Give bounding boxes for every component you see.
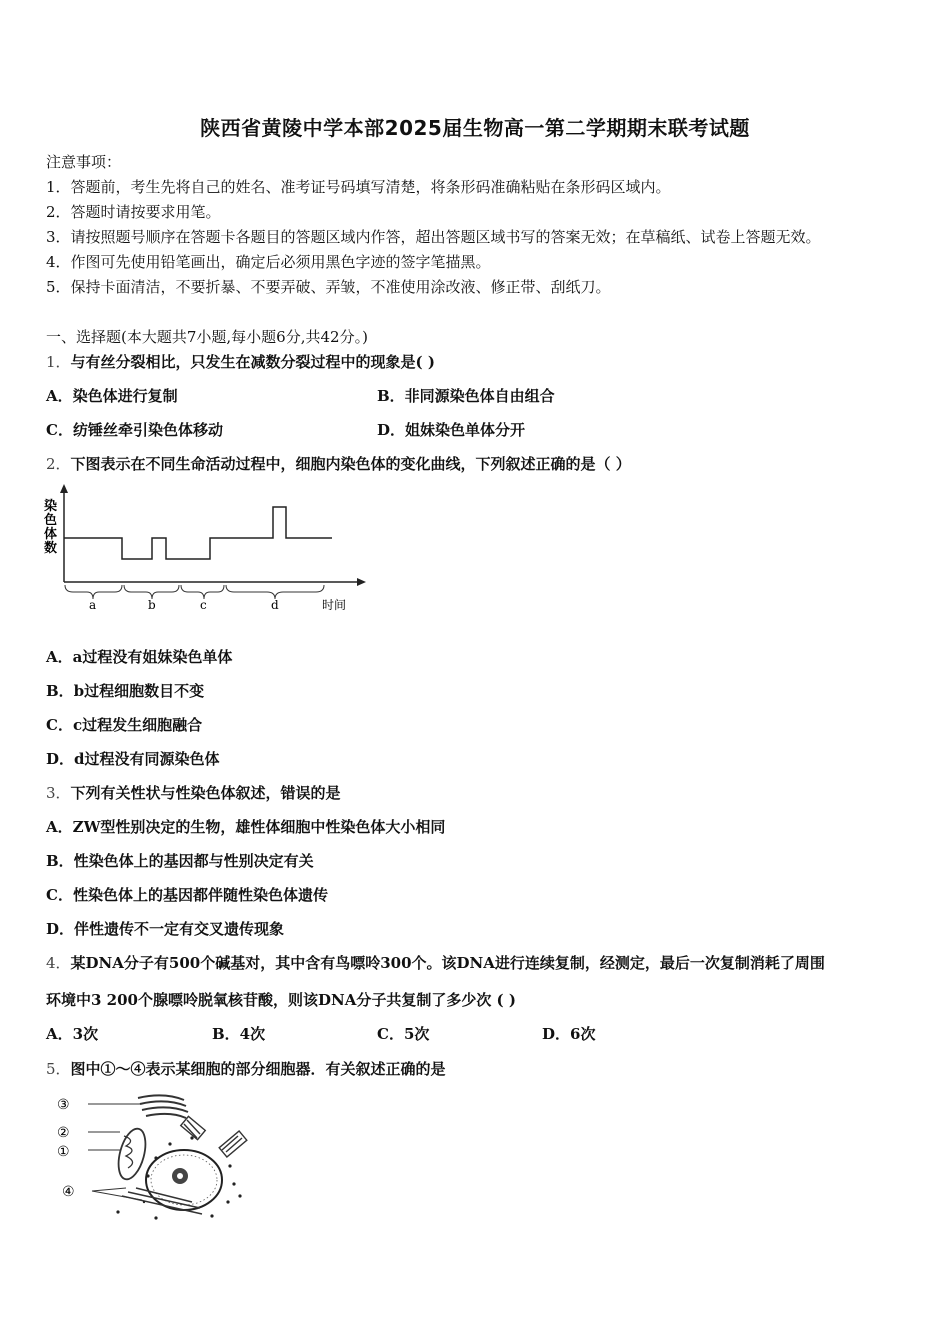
q1-option-b[interactable]: B．非同源染色体自由组合 (377, 387, 555, 405)
q4-option-b[interactable]: B．4次 (212, 1025, 266, 1043)
notice-heading: 注意事项： (46, 153, 122, 171)
label-2: ② (57, 1125, 70, 1141)
q1-option-a[interactable]: A．染色体进行复制 (46, 387, 178, 405)
golgi-body (138, 1095, 188, 1118)
question-stem: 下图表示在不同生命活动过程中，细胞内染色体的变化曲线，下列叙述正确的是（ ） (70, 455, 631, 473)
page-title: 陕西省黄陵中学本部2025届生物高一第二学期期末联考试题 (200, 116, 750, 140)
question-stem: 图中①～④表示某细胞的部分细胞器．有关叙述正确的是 (70, 1060, 446, 1078)
question-stem-line-1: 某DNA分子有500个碱基对，其中含有鸟嘌呤300个。该DNA进行连续复制，经测定，最后一次复制消耗了周围 (70, 954, 825, 972)
q3-option-c[interactable]: C．性染色体上的基因都伴随性染色体遗传 (46, 886, 328, 904)
label-1: ① (57, 1144, 70, 1160)
q4-option-c[interactable]: C．5次 (377, 1025, 430, 1043)
x-axis-label: 时间 (322, 598, 347, 612)
label-3: ③ (57, 1097, 70, 1113)
label-4: ④ (62, 1184, 75, 1200)
chromosome-curve (64, 507, 332, 559)
y-label-char: 数 (44, 541, 58, 556)
q4-option-a[interactable]: A．3次 (46, 1025, 99, 1043)
segment-label-b: b (148, 598, 156, 612)
question-number: 2． (46, 455, 71, 473)
question-number: 4． (46, 954, 71, 972)
q4-option-d[interactable]: D．6次 (542, 1025, 596, 1043)
question-number: 1． (46, 353, 71, 371)
q2-option-a[interactable]: A．a过程没有姐妹染色单体 (46, 648, 233, 666)
question-2 (46, 453, 631, 475)
question-stem-line-2: 环境中3 200个腺嘌呤脱氧核苷酸，则该DNA分子共复制了多少次 ( ) (46, 991, 516, 1009)
question-3 (46, 782, 341, 804)
q2-option-d[interactable]: D．d过程没有同源染色体 (46, 750, 220, 768)
notice-item-1: 1．答题前，考生先将自己的姓名、准考证号码填写清楚，将条形码准确粘贴在条形码区域内。 (46, 178, 671, 196)
mitochondrion (114, 1126, 151, 1182)
q3-option-b[interactable]: B．性染色体上的基因都与性别决定有关 (46, 852, 314, 870)
q2-option-b[interactable]: B．b过程细胞数目不变 (46, 682, 205, 700)
segment-label-c: c (200, 598, 207, 612)
chromosome-curve-figure (40, 482, 370, 616)
q3-option-d[interactable]: D．伴性遗传不一定有交叉遗传现象 (46, 920, 285, 938)
cell-organelle-figure (52, 1092, 262, 1222)
brace-a (65, 585, 122, 599)
notice-item-3: 3．请按照题号顺序在答题卡各题目的答题区域内作答，超出答题区域书写的答案无效；在草稿纸、试卷上答题无效。 (46, 228, 821, 246)
notice-item-5: 5．保持卡面清洁，不要折暴、不要弄破、弄皱，不准使用涂改液、修正带、刮纸刀。 (46, 278, 611, 296)
q1-option-d[interactable]: D．姐妹染色单体分开 (377, 421, 526, 439)
segment-label-a: a (89, 598, 97, 612)
question-number: 5． (46, 1060, 71, 1078)
notice-item-2: 2．答题时请按要求用笔。 (46, 203, 221, 221)
brace-d (226, 585, 324, 599)
section-heading: 一、选择题(本大题共7小题,每小题6分,共42分。) (46, 328, 368, 346)
question-4 (46, 952, 825, 974)
segment-label-d: d (271, 598, 279, 612)
y-label-char: 染 (44, 499, 58, 514)
brace-c (181, 585, 224, 599)
nucleus (146, 1150, 222, 1210)
question-stem: 下列有关性状与性染色体叙述，错误的是 (70, 784, 341, 802)
y-label-char: 色 (44, 513, 58, 528)
question-number: 3． (46, 784, 71, 802)
leader-line-4b (92, 1188, 126, 1191)
x-axis-arrow-icon (357, 578, 366, 586)
notice-item-4: 4．作图可先使用铅笔画出，确定后必须用黑色字迹的签字笔描黑。 (46, 253, 491, 271)
question-5 (46, 1058, 446, 1080)
question-stem: 与有丝分裂相比，只发生在减数分裂过程中的现象是( ) (70, 353, 435, 371)
q1-option-c[interactable]: C．纺锤丝牵引染色体移动 (46, 421, 223, 439)
q3-option-a[interactable]: A．ZW型性别决定的生物，雄性体细胞中性染色体大小相同 (46, 818, 446, 836)
brace-b (124, 585, 179, 599)
q2-option-c[interactable]: C．c过程发生细胞融合 (46, 716, 203, 734)
y-axis-arrow-icon (60, 484, 68, 493)
y-label-char: 体 (44, 527, 58, 542)
question-1 (46, 351, 435, 373)
